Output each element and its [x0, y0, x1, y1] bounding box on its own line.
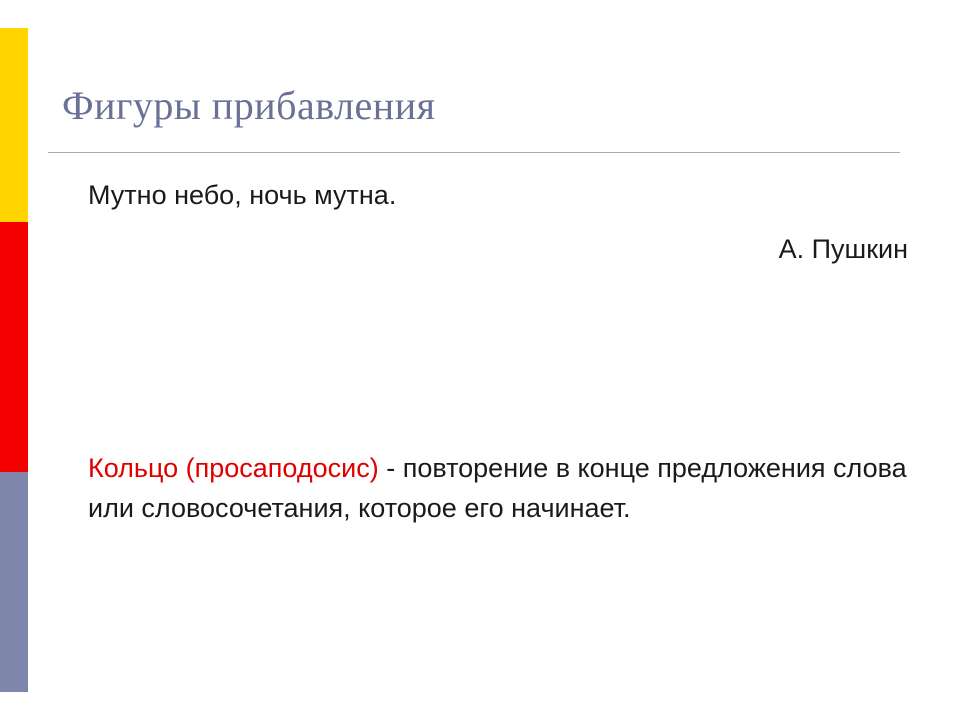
- definition-term: Кольцо (просаподосис): [88, 453, 379, 483]
- decorative-sidebar: [0, 0, 28, 720]
- definition-body: - повторение в конце предложения слова или словосочетания, которое его начинает.: [88, 453, 907, 523]
- quote-text: Мутно небо, ночь мутна.: [88, 180, 397, 210]
- sidebar-bar-red: [0, 222, 28, 472]
- sidebar-bar-yellow: [0, 28, 28, 222]
- quote-attribution: А. Пушкин: [778, 234, 908, 264]
- title-divider: [48, 152, 900, 153]
- sidebar-bar-blue: [0, 472, 28, 692]
- definition-block: [88, 448, 916, 528]
- slide-title: Фигуры прибавления: [62, 83, 436, 128]
